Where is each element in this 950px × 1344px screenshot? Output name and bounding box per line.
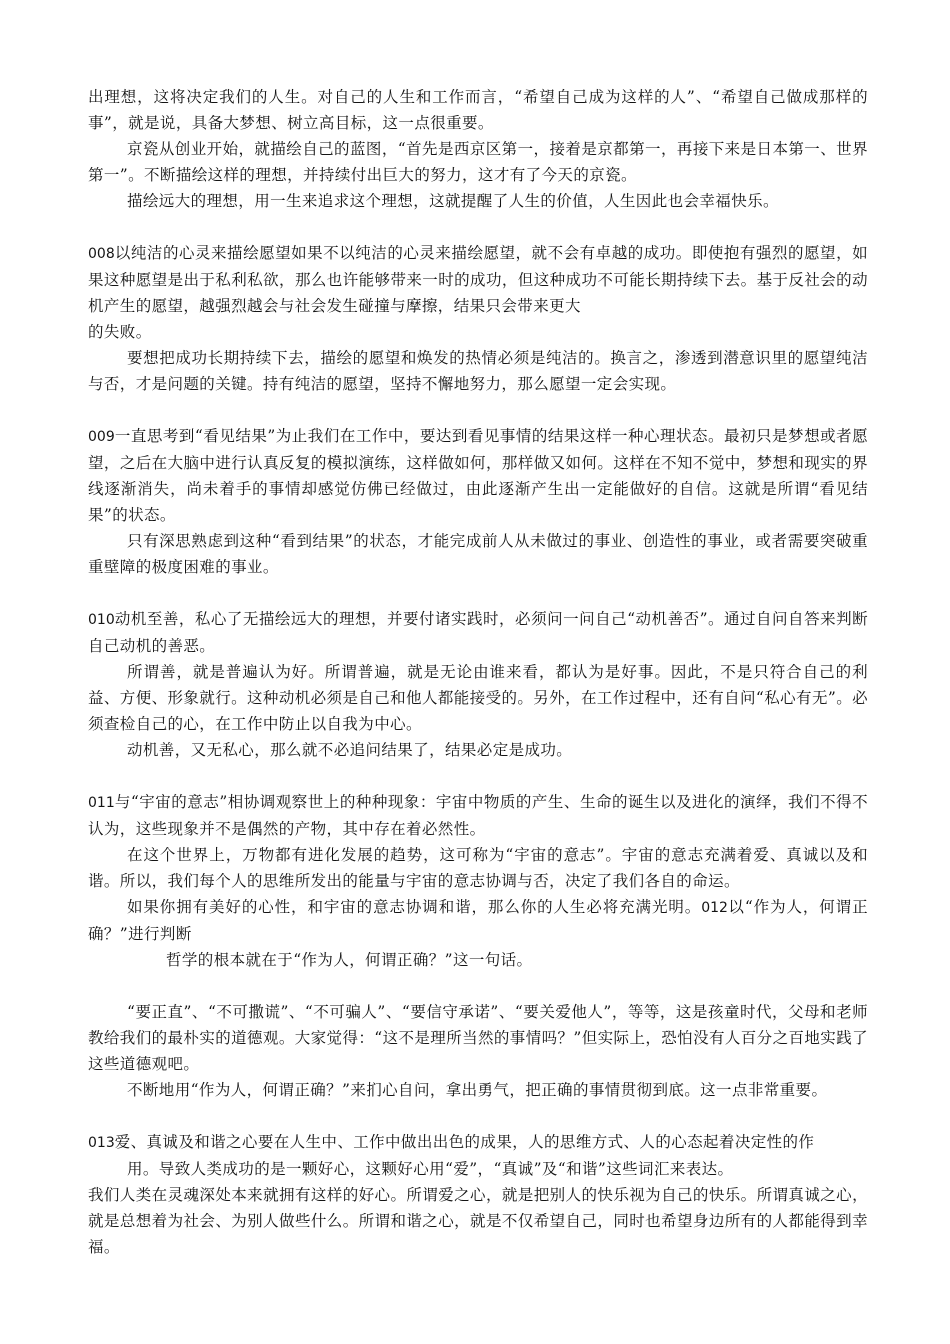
paragraph: 我们人类在灵魂深处本来就拥有这样的好心。所谓爱之心，就是把别人的快乐视为自己的快乐。所谓真诚之心，就是总想着为社会、为别人做些什么。所谓和谐之心，就是不仅希望自己，同时也希望身边所有的人都能得到幸福。: [88, 1186, 868, 1256]
section-number: 011: [88, 795, 115, 811]
section-text: 一直思考到“看见结果”为止我们在工作中，要达到看见事情的结果这样一种心理状态。最初只是梦想或者愿望，之后在大脑中进行认真反复的模拟演练，这样做如何，那样做又如何。这样在不知不觉中，梦想和现实的界线逐渐消失，尚未着手的事情却感觉仿佛已经做过，由此逐渐产生出一定能做好的自信。这就是所谓“看见结果”的状态。: [88, 427, 868, 524]
section-text: 以“作为人，何谓正确？”进行判断: [88, 898, 868, 943]
spacer: [88, 214, 868, 240]
paragraph: [88, 894, 868, 947]
paragraph: 所谓善，就是普遍认为好。所谓普遍，就是无论由谁来看，都认为是好事。因此，不是只符合自己的利益、方便、形象就行。这种动机必须是自己和他人都能接受的。另外，在工作过程中，还有自问“私心有无”。必须查检自己的心，在工作中防止以自我为中心。: [88, 663, 868, 733]
section-text: 动机至善，私心了无描绘远大的理想，并要付诸实践时，必须问一问自己“动机善否”。通过自问自答来判断自己动机的善恶。: [88, 610, 868, 655]
section-number: 013: [88, 1135, 115, 1151]
section-011-paragraph: [88, 789, 868, 842]
section-013-paragraph: [88, 1129, 868, 1156]
paragraph: 出理想，这将决定我们的人生。对自己的人生和工作而言，“希望自己成为这样的人”、“希望自己做成那样的事”，就是说，具备大梦想、树立高目标，这一点很重要。: [88, 88, 868, 132]
section-text: 爱、真诚及和谐之心要在人生中、工作中做出出色的成果，人的思维方式、人的心态起着决定性的作: [114, 1133, 815, 1151]
paragraph: 的失败。: [88, 323, 152, 341]
paragraph: 京瓷从创业开始，就描绘自己的蓝图，“首先是西京区第一，接着是京都第一，再接下来是日本第一、世界第一”。不断描绘这样的理想，并持续付出巨大的努力，这才有了今天的京瓷。: [88, 140, 868, 184]
section-text: 与“宇宙的意志”相协调观察世上的种种现象：宇宙中物质的产生、生命的诞生以及进化的演绎，我们不得不认为，这些现象并不是偶然的产物，其中存在着必然性。: [88, 793, 868, 838]
paragraph: 不断地用“作为人，何谓正确？”来扪心自问，拿出勇气，把正确的事情贯彻到底。这一点非常重要。: [127, 1081, 828, 1099]
section-number: 012: [701, 900, 728, 916]
section-008-paragraph: [88, 240, 868, 319]
section-009-paragraph: [88, 423, 868, 528]
paragraph: 动机善，又无私心，那么就不必追问结果了，结果必定是成功。: [127, 741, 573, 759]
spacer: [88, 397, 868, 423]
paragraph: 只有深思熟虑到这种“看到结果”的状态，才能完成前人从未做过的事业、创造性的事业，或者需要突破重重壁障的极度困难的事业。: [88, 532, 868, 576]
paragraph: “要正直”、“不可撒谎”、“不可骗人”、“要信守承诺”、“要关爱他人”，等等，这是孩童时代，父母和老师教给我们的最朴实的道德观。大家觉得：“这不是理所当然的事情吗？”但实际上，恐怕没有人百分之百地实践了这些道德观吧。: [88, 1003, 868, 1073]
paragraph: 在这个世界上，万物都有进化发展的趋势，这可称为“宇宙的意志”。宇宙的意志充满着爱、真诚以及和谐。所以，我们每个人的思维所发出的能量与宇宙的意志协调与否，决定了我们各自的命运。: [88, 846, 868, 890]
spacer: [88, 973, 868, 999]
spacer: [88, 763, 868, 789]
paragraph: 描绘远大的理想，用一生来追求这个理想，这就提醒了人生的价值，人生因此也会幸福快乐。: [127, 192, 779, 210]
section-text: 以纯洁的心灵来描绘愿望如果不以纯洁的心灵来描绘愿望，就不会有卓越的成功。即使抱有强烈的愿望，如果这种愿望是出于私利私欲，那么也许能够带来一时的成功，但这种成功不可能长期持续下去。基于反社会的动机产生的愿望，越强烈越会与社会发生碰撞与摩擦，结果只会带来更大: [88, 244, 868, 315]
spacer: [88, 580, 868, 606]
paragraph: 要想把成功长期持续下去，描绘的愿望和焕发的热情必须是纯洁的。换言之，渗透到潜意识里的愿望纯洁与否，才是问题的关键。持有纯洁的愿望，坚持不懈地努力，那么愿望一定会实现。: [88, 349, 868, 393]
paragraph: 哲学的根本就在于“作为人，何谓正确？”这一句话。: [166, 951, 533, 969]
document-page: [88, 84, 868, 1260]
paragraph-text: 如果你拥有美好的心性，和宇宙的意志协调和谐，那么你的人生必将充满光明。: [127, 898, 702, 916]
spacer: [88, 1103, 868, 1129]
section-number: 008: [88, 246, 115, 262]
section-010-paragraph: [88, 606, 868, 659]
section-number: 010: [88, 612, 115, 628]
paragraph: 用。导致人类成功的是一颗好心，这颗好心用“爱”，“真诚”及“和谐”这些词汇来表达。: [127, 1160, 734, 1178]
section-number: 009: [88, 429, 115, 445]
